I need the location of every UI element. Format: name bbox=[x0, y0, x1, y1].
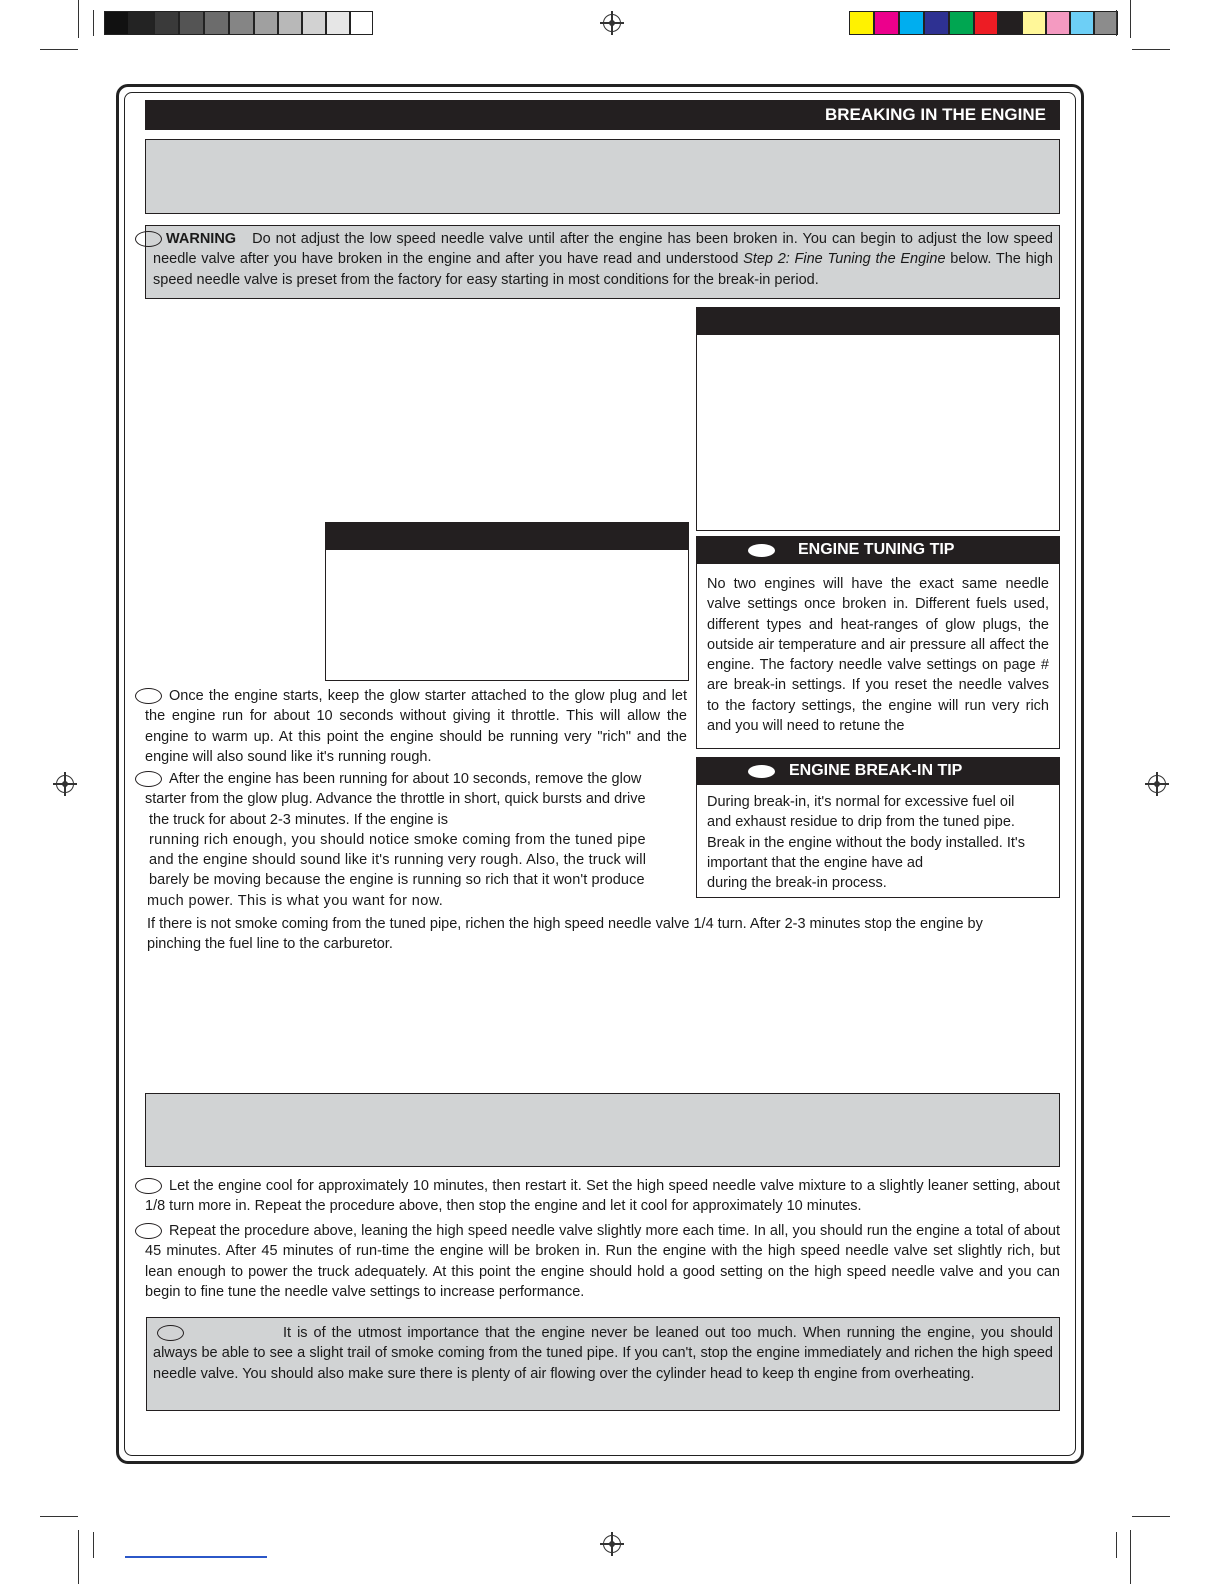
step-3-text bbox=[145, 1176, 1060, 1217]
tip-bullet-icon bbox=[748, 544, 775, 557]
step-2-line: the truck for about 2-3 minutes. If the engine is bbox=[149, 811, 449, 828]
intro-gray-box bbox=[145, 139, 1060, 214]
registration-mark-bottom-icon bbox=[603, 1535, 621, 1553]
step-4-text bbox=[145, 1221, 1060, 1302]
breakin-tip-line: important that the engine have ad bbox=[707, 854, 924, 871]
tip-bullet-icon bbox=[748, 765, 775, 778]
breakin-tip-line: and exhaust residue to drip from the tuned pipe. bbox=[707, 814, 1015, 831]
warning-text bbox=[153, 229, 1053, 290]
middle-figure-header bbox=[325, 522, 689, 550]
step-2-line: barely be moving because the engine is running so rich that it won't produce bbox=[149, 872, 645, 889]
registration-mark-right-icon bbox=[1148, 775, 1166, 793]
middle-figure-box bbox=[325, 550, 689, 681]
figure-box bbox=[696, 335, 1060, 531]
warning-2-content: It is of the utmost importance that the engine never be leaned out too much. When running the engine, you should always be able to see a slight trail of smoke coming from the tuned pipe. If you can't, stop the engine immediately and richen the high speed needle valve. You should also make sure there is plenty of air flowing over the cylinder head to keep th engine from overheating. bbox=[153, 1325, 1053, 1382]
breakin-tip-body bbox=[696, 785, 1060, 898]
step-2-line: and the engine should sound like it's running very rough. Also, the truck will bbox=[149, 852, 647, 869]
step-1-content: Once the engine starts, keep the glow starter attached to the glow plug and let the engine run for about 10 seconds without giving it throttle. This will allow the engine to warm up. At this point the engine should be running very "rich" and the engine will also sound like it's running rough. bbox=[145, 688, 687, 765]
footer-underline bbox=[125, 1556, 267, 1558]
breakin-tip-line: Break in the engine without the body installed. It's bbox=[707, 834, 1025, 851]
breakin-tip-title: ENGINE BREAK-IN TIP bbox=[789, 762, 963, 779]
warning-2-text bbox=[153, 1323, 1053, 1384]
fine-tuning-gray-box bbox=[145, 1093, 1060, 1167]
figure-box-header bbox=[696, 307, 1060, 335]
tuning-tip-header bbox=[696, 536, 1060, 564]
section-title: BREAKING IN THE ENGINE bbox=[145, 100, 1060, 130]
step-4-content: Repeat the procedure above, leaning the high speed needle valve slightly more each time. In all, you should run the engine a total of about 45 minutes. After 45 minutes of run-time the engine will be broken in. Run the engine with the high speed needle valve set slightly rich, but lean enough to power the truck adequately. At this point the engine should hold a good setting on the high speed needle valve and you can begin to fine tune the needle valve settings to increase performance. bbox=[145, 1223, 1060, 1300]
tuning-tip-text: No two engines will have the exact same needle valve settings once broken in. Different fuels used, different types and heat-ranges of glow plugs, the outside air temperature and air pressure all affect the engine. The factory needle valve settings on page # are break-in settings. If you reset the needle valves to the factory settings, the engine will run very rich and you will need to retune the bbox=[707, 576, 1049, 735]
step-2-continuation bbox=[147, 914, 1062, 955]
tuning-tip-title: ENGINE TUNING TIP bbox=[798, 541, 955, 558]
step-2-line: much power. This is what you want for now. bbox=[147, 892, 444, 909]
step-2-line: running rich enough, you should notice smoke coming from the tuned pipe bbox=[149, 831, 646, 848]
step-2-line: starter from the glow plug. Advance the throttle in short, quick bursts and drive bbox=[145, 791, 646, 808]
step-3-content: Let the engine cool for approximately 10 minutes, then restart it. Set the high speed needle valve mixture to a slightly leaner setting, about 1/8 turn more in. Repeat the procedure above, then stop the engine and let it cool for approximately 10 minutes. bbox=[145, 1178, 1060, 1215]
warning-text-a: Do not adjust the low speed needle valve until after the engine has been broken in. You can begin to adjust the low speed needle valve after you have broken in the engine and after you have read and understood bbox=[153, 231, 1053, 268]
registration-mark-top-icon bbox=[603, 14, 621, 32]
breakin-tip-header bbox=[696, 757, 1060, 785]
step-2-text bbox=[145, 769, 693, 911]
breakin-tip-line: During break-in, it's normal for excessive fuel oil bbox=[707, 794, 1015, 810]
registration-mark-left-icon bbox=[56, 775, 74, 793]
step-2-line: If there is not smoke coming from the tuned pipe, richen the high speed needle valve 1/4 turn. After 2-3 minutes stop the engine by bbox=[147, 916, 983, 932]
tuning-tip-body bbox=[696, 564, 1060, 749]
step-2-line: pinching the fuel line to the carburetor. bbox=[147, 936, 393, 953]
step-2-line: After the engine has been running for about 10 seconds, remove the glow bbox=[169, 771, 642, 787]
breakin-tip-line: during the break-in process. bbox=[707, 875, 887, 892]
warning-label: WARNING bbox=[166, 231, 237, 247]
warning-text-b: below. The high speed needle valve is preset from the factory for easy starting in most conditions for the break-in period. bbox=[153, 251, 1053, 288]
warning-text-italic: Step 2: Fine Tuning the Engine bbox=[743, 251, 946, 268]
step-1-text bbox=[145, 686, 687, 767]
